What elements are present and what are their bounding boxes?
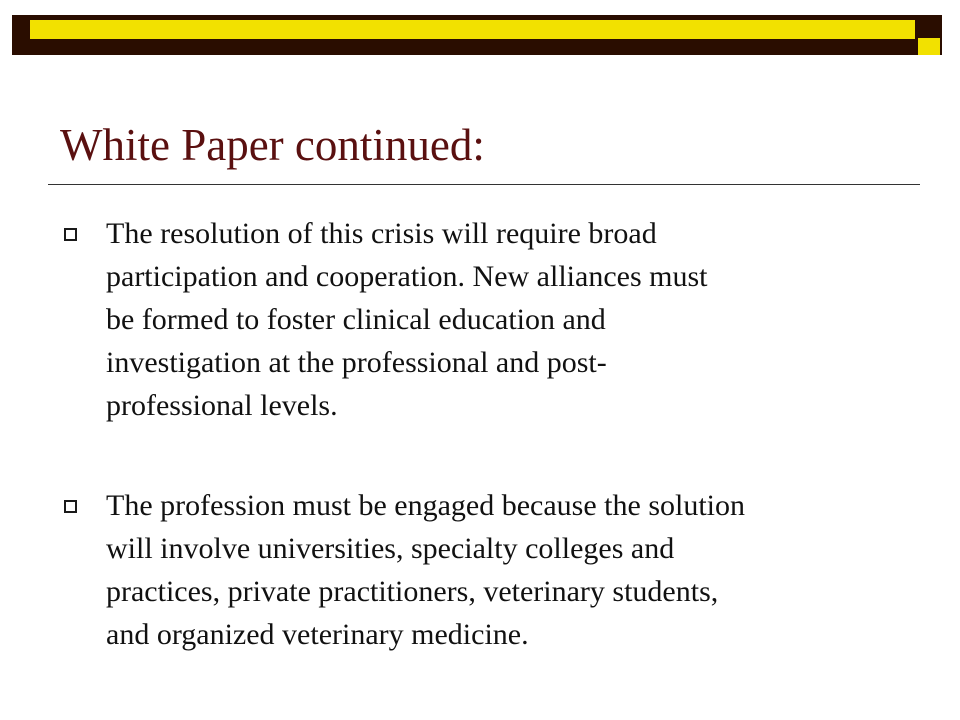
bullet-item bbox=[64, 212, 904, 427]
bullet-line: professional levels. bbox=[106, 389, 338, 422]
bullet-line: practices, private practitioners, veterinary students, bbox=[106, 575, 719, 608]
bullet-line: investigation at the professional and post- bbox=[106, 346, 607, 379]
header-band-accent bbox=[30, 20, 915, 39]
bullet-line: The profession must be engaged because the solution bbox=[106, 489, 745, 522]
bullet-line: and organized veterinary medicine. bbox=[106, 618, 529, 651]
bullet-line: The resolution of this crisis will require broad bbox=[106, 217, 657, 250]
slide-title: White Paper continued: bbox=[60, 120, 485, 170]
hollow-square-bullet-icon bbox=[64, 228, 77, 241]
bullet-line: be formed to foster clinical education and bbox=[106, 303, 606, 336]
bullet-line: participation and cooperation. New alliances must bbox=[106, 260, 708, 293]
bullet-text bbox=[106, 484, 904, 656]
title-divider bbox=[48, 184, 920, 185]
hollow-square-bullet-icon bbox=[64, 500, 77, 513]
bullet-item bbox=[64, 484, 904, 656]
bullet-line: will involve universities, specialty colleges and bbox=[106, 532, 675, 565]
bullet-text bbox=[106, 212, 904, 427]
header-band-corner-square bbox=[918, 38, 940, 55]
